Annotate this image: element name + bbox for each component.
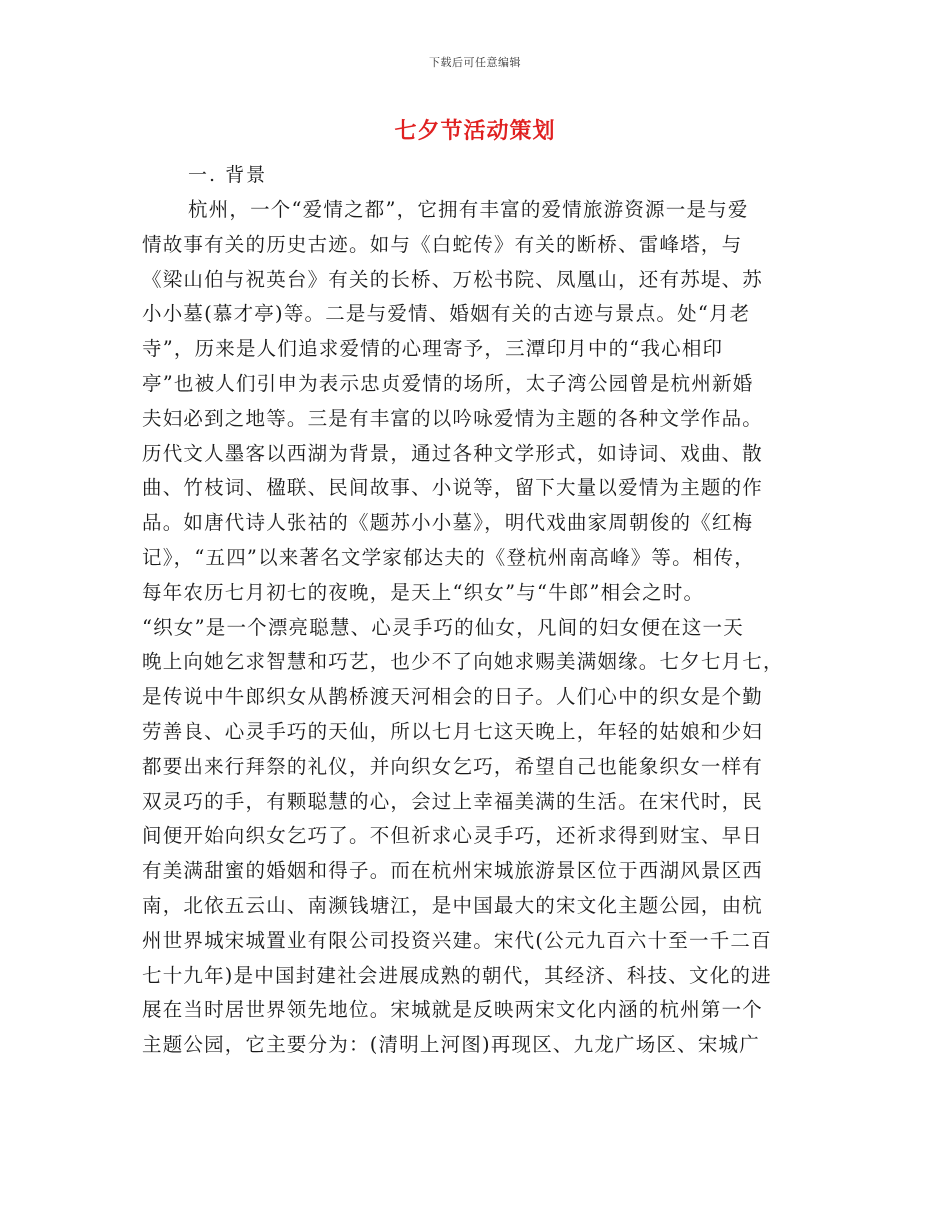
body-line: 七十九年)是中国封建社会进展成熟的朝代，其经济、科技、文化的进	[142, 963, 772, 987]
body-line: 小小墓(慕才亭)等。二是与爱情、婚姻有关的古迹与景点。处“月老	[142, 302, 751, 326]
body-line: 记》，“五四”以来著名文学家郁达夫的《登杭州南高峰》等。相传，	[142, 545, 755, 569]
body-line: 有美满甜蜜的婚姻和得子。而在杭州宋城旅游景区位于西湖风景区西	[142, 859, 764, 883]
body-line: 州世界城宋城置业有限公司投资兴建。宋代(公元九百六十至一千二百	[142, 928, 772, 952]
header-note: 下载后可任意编辑	[429, 56, 521, 69]
body-line: 南，北依五云山、南濒钱塘江，是中国最大的宋文化主题公园，由杭	[142, 893, 764, 917]
body-line: 间便开始向织女乞巧了。不但祈求心灵手巧，还祈求得到财宝、早日	[142, 824, 764, 848]
body-line: 夫妇必到之地等。三是有丰富的以吟咏爱情为主题的各种文学作品。	[142, 406, 764, 430]
body-line: “织女”是一个漂亮聪慧、心灵手巧的仙女，凡间的妇女便在这一天	[142, 615, 744, 639]
body-line: 情故事有关的历史古迹。如与《白蛇传》有关的断桥、雷峰塔，与	[142, 232, 743, 256]
body-line: 《梁山伯与祝英台》有关的长桥、万松书院、凤凰山，还有苏堤、苏	[142, 267, 764, 291]
body-line: 主题公园，它主要分为：(清明上河图)再现区、九龙广场区、宋城广	[142, 1033, 760, 1057]
body-line: 寺”，历来是人们追求爱情的心理寄予，三潭印月中的“我心相印	[142, 337, 724, 361]
body-line: 杭州，一个“爱情之都”，它拥有丰富的爱情旅游资源一是与爱	[188, 198, 749, 221]
body-line: 是传说中牛郎织女从鹊桥渡天河相会的日子。人们心中的织女是个勤	[142, 685, 764, 709]
body-line: 亭”也被人们引申为表示忠贞爱情的场所，太子湾公园曾是杭州新婚	[142, 371, 754, 395]
body-line: 都要出来行拜祭的礼仪，并向织女乞巧，希望自己也能象织女一样有	[142, 754, 764, 778]
body-line: 劳善良、心灵手巧的天仙，所以七月七这天晚上，年轻的姑娘和少妇	[142, 719, 764, 743]
body-line: 展在当时居世界领先地位。宋城就是反映两宋文化内涵的杭州第一个	[142, 998, 764, 1022]
body-line: 历代文人墨客以西湖为背景，通过各种文学形式，如诗词、戏曲、散	[142, 441, 764, 465]
section-heading: 一. 背景	[188, 164, 268, 186]
body-line: 曲、竹枝词、楹联、民间故事、小说等，留下大量以爱情为主题的作	[142, 476, 764, 500]
body-line: 每年农历七月初七的夜晚，是天上“织女”与“牛郎”相会之时。	[142, 580, 705, 604]
body-text	[142, 193, 822, 1063]
body-line: 晚上向她乞求智慧和巧艺，也少不了向她求赐美满姻缘。七夕七月七，	[142, 650, 784, 674]
body-line: 品。如唐代诗人张祜的《题苏小小墓》，明代戏曲家周朝俊的《红梅	[142, 511, 754, 535]
document-title: 七夕节活动策划	[394, 118, 556, 144]
body-line: 双灵巧的手，有颗聪慧的心，会过上幸福美满的生活。在宋代时，民	[142, 789, 764, 813]
